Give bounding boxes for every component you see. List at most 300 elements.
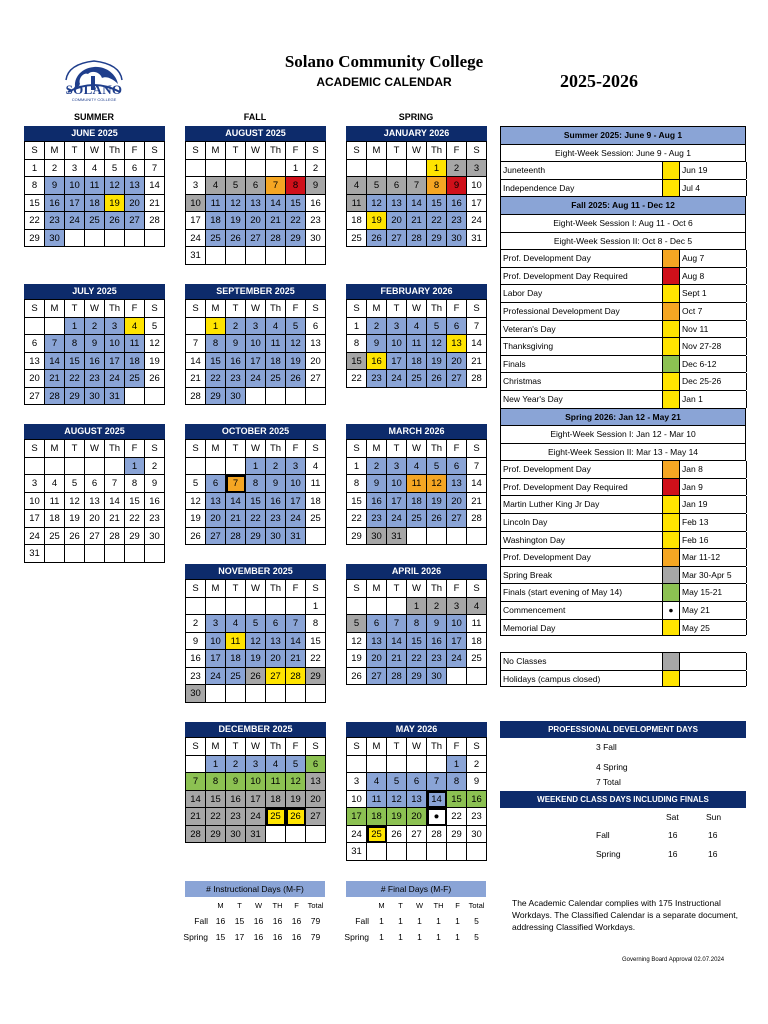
legend-swatch [663, 250, 680, 267]
day-cell [65, 230, 85, 248]
legend-swatch [663, 285, 680, 302]
day-cell: 10 [246, 335, 266, 353]
season-label-fall: FALL [243, 112, 267, 122]
legend-row [500, 513, 746, 531]
day-cell: 11 [347, 195, 367, 213]
day-cell: 14 [105, 493, 125, 511]
day-cell: 3 [105, 318, 125, 336]
instr-col: TH [272, 901, 283, 910]
legend-date: Mar 30-Apr 5 [680, 567, 747, 584]
legend-label: Martin Luther King Jr Day [501, 496, 663, 513]
day-cell: 2 [45, 160, 65, 178]
day-cell: 13 [447, 475, 467, 493]
finals-col: Total [468, 901, 485, 910]
day-cell: 9 [367, 475, 387, 493]
day-cell: 3 [467, 160, 487, 178]
day-cell: 13 [206, 493, 226, 511]
dow-header: Th [266, 440, 286, 458]
day-cell [286, 826, 306, 844]
day-cell [367, 756, 387, 774]
day-cell: 18 [407, 353, 427, 371]
dow-header: M [367, 440, 387, 458]
dow-header: M [206, 300, 226, 318]
dow-header: T [387, 580, 407, 598]
day-cell: 28 [427, 826, 447, 844]
day-cell [286, 388, 306, 406]
day-cell: 1 [65, 318, 85, 336]
day-cell [286, 598, 306, 616]
day-cell: 16 [226, 353, 246, 371]
day-cell: 22 [246, 510, 266, 528]
legend-label: Labor Day [501, 285, 663, 302]
day-cell: 24 [246, 808, 266, 826]
day-cell [387, 843, 407, 861]
dow-header: S [145, 440, 165, 458]
day-cell: 1 [246, 458, 266, 476]
day-cell: 30 [266, 528, 286, 546]
day-cell: 1 [447, 756, 467, 774]
day-cell [186, 318, 206, 336]
day-cell: 7 [145, 160, 165, 178]
day-cell: 25 [407, 510, 427, 528]
day-cell [206, 685, 226, 703]
day-cell: 18 [347, 212, 367, 230]
day-cell [266, 388, 286, 406]
day-cell: 30 [85, 388, 105, 406]
day-cell: 8 [246, 475, 266, 493]
day-cell: 6 [387, 177, 407, 195]
day-cell: 25 [266, 808, 286, 826]
day-cell: 13 [407, 791, 427, 809]
day-cell: 6 [206, 475, 226, 493]
day-cell: 1 [407, 598, 427, 616]
month-header: JANUARY 2026 [346, 126, 487, 141]
dow-header: Th [266, 738, 286, 756]
day-cell: 15 [347, 353, 367, 371]
dow-header: T [65, 142, 85, 160]
instr-value: 79 [310, 932, 321, 942]
day-cell: 2 [367, 458, 387, 476]
day-cell: 6 [447, 458, 467, 476]
day-cell: 11 [306, 475, 326, 493]
month-grid [185, 299, 326, 405]
day-cell: 17 [347, 808, 367, 826]
finals-col: F [455, 901, 460, 910]
day-cell: 15 [407, 633, 427, 651]
day-cell: 25 [226, 668, 246, 686]
month-jun25 [24, 126, 165, 247]
pd-total: 7 Total [596, 777, 621, 787]
legend-row [500, 583, 746, 601]
dow-header: S [306, 738, 326, 756]
day-cell: 30 [447, 230, 467, 248]
legend-date: Nov 27-28 [680, 338, 747, 355]
day-cell: 18 [266, 353, 286, 371]
day-cell [407, 843, 427, 861]
day-cell: 18 [367, 808, 387, 826]
day-cell [145, 545, 165, 563]
day-cell: 14 [286, 633, 306, 651]
day-cell: 2 [226, 756, 246, 774]
day-cell: 15 [206, 353, 226, 371]
finals-value: 1 [455, 916, 460, 926]
month-header: MARCH 2026 [346, 424, 487, 439]
dow-header: Th [105, 440, 125, 458]
day-cell: 27 [125, 212, 145, 230]
day-cell: 20 [447, 353, 467, 371]
final-days-table [346, 881, 486, 942]
month-grid [346, 439, 487, 545]
dow-header: F [286, 440, 306, 458]
day-cell: 12 [387, 791, 407, 809]
day-cell: 9 [45, 177, 65, 195]
instr-value: 15 [215, 932, 226, 942]
day-cell [226, 160, 246, 178]
day-cell: 13 [306, 335, 326, 353]
day-cell: 23 [266, 510, 286, 528]
day-cell: 30 [467, 826, 487, 844]
day-cell: 1 [347, 318, 367, 336]
day-cell: 1 [206, 756, 226, 774]
legend-row [500, 619, 746, 637]
dow-header: S [347, 580, 367, 598]
day-cell: 18 [226, 650, 246, 668]
spring-session: Eight-Week Session I: Jan 12 - Mar 10 [500, 425, 746, 443]
day-cell: 2 [447, 160, 467, 178]
finals-value: 1 [398, 932, 403, 942]
dow-header: T [226, 440, 246, 458]
day-cell: 14 [407, 195, 427, 213]
legend-row [500, 495, 746, 513]
day-cell: 9 [467, 773, 487, 791]
dow-header: S [306, 580, 326, 598]
day-cell [226, 598, 246, 616]
day-cell: 17 [105, 353, 125, 371]
fall-head: Fall 2025: Aug 11 - Dec 12 [500, 196, 746, 214]
day-cell: 27 [407, 826, 427, 844]
instr-value: 16 [291, 932, 302, 942]
summer-session: Eight-Week Session: June 9 - Aug 1 [500, 144, 746, 162]
legend-swatch [663, 303, 680, 320]
day-cell: 31 [347, 843, 367, 861]
instr-value: 16 [272, 916, 283, 926]
day-cell [186, 160, 206, 178]
day-cell: 1 [25, 160, 45, 178]
day-cell: 20 [306, 791, 326, 809]
dow-header: T [387, 142, 407, 160]
day-cell [266, 826, 286, 844]
day-cell: 7 [427, 773, 447, 791]
day-cell: 8 [306, 615, 326, 633]
legend-swatch [663, 268, 680, 285]
day-cell: 23 [186, 668, 206, 686]
day-cell: 31 [25, 545, 45, 563]
day-cell: 18 [125, 353, 145, 371]
day-cell: 26 [387, 826, 407, 844]
day-cell [246, 247, 266, 265]
legend-date: Jan 8 [680, 461, 747, 478]
day-cell [347, 160, 367, 178]
day-cell: 30 [306, 230, 326, 248]
legend-date: Jan 9 [680, 479, 747, 496]
day-cell: 22 [306, 650, 326, 668]
dow-header: W [407, 440, 427, 458]
weekend-title: WEEKEND CLASS DAYS INCLUDING FINALS [500, 791, 746, 808]
day-cell: 18 [206, 212, 226, 230]
dow-header: T [226, 300, 246, 318]
day-cell: 24 [286, 510, 306, 528]
day-cell: 25 [45, 528, 65, 546]
season-label-summer: SUMMER [74, 112, 114, 122]
day-cell: 5 [145, 318, 165, 336]
day-cell: 3 [387, 458, 407, 476]
dow-header: F [447, 738, 467, 756]
day-cell: 24 [387, 370, 407, 388]
day-cell: 24 [467, 212, 487, 230]
day-cell: 17 [387, 353, 407, 371]
instr-col: Total [307, 901, 324, 910]
dow-header: S [186, 440, 206, 458]
day-cell: 27 [85, 528, 105, 546]
day-cell: 27 [306, 370, 326, 388]
day-cell: 6 [246, 177, 266, 195]
day-cell: 17 [25, 510, 45, 528]
day-cell: 9 [447, 177, 467, 195]
day-cell [266, 247, 286, 265]
day-cell: 18 [407, 493, 427, 511]
day-cell: 1 [125, 458, 145, 476]
day-cell: 30 [226, 388, 246, 406]
day-cell: 24 [65, 212, 85, 230]
day-cell: 23 [367, 370, 387, 388]
day-cell [467, 843, 487, 861]
day-cell: 1 [206, 318, 226, 336]
month-jan26 [346, 126, 487, 247]
key-row [500, 652, 746, 670]
dow-header: W [407, 300, 427, 318]
day-cell: 14 [387, 633, 407, 651]
day-cell [306, 826, 326, 844]
finals-value: 1 [417, 916, 422, 926]
day-cell: 6 [407, 773, 427, 791]
day-cell [367, 160, 387, 178]
day-cell: 2 [145, 458, 165, 476]
month-grid [24, 299, 165, 405]
day-cell: 23 [45, 212, 65, 230]
day-cell [45, 318, 65, 336]
weekend-spring-sat: 16 [668, 849, 678, 859]
legend-row [500, 478, 746, 496]
day-cell: 15 [246, 493, 266, 511]
day-cell: 8 [407, 615, 427, 633]
legend-swatch [663, 321, 680, 338]
day-cell: 29 [25, 230, 45, 248]
day-cell [306, 528, 326, 546]
day-cell [246, 160, 266, 178]
dow-header: M [367, 142, 387, 160]
day-cell: 24 [347, 826, 367, 844]
day-cell: 15 [206, 791, 226, 809]
day-cell: 11 [407, 475, 427, 493]
dow-header: T [65, 440, 85, 458]
day-cell: 8 [286, 177, 306, 195]
finals-value: 5 [474, 932, 479, 942]
legend-swatch [663, 162, 680, 179]
day-cell: 8 [125, 475, 145, 493]
weekend-col-sat: Sat [666, 812, 679, 822]
legend-swatch [663, 356, 680, 373]
finals-value: 1 [417, 932, 422, 942]
day-cell [145, 388, 165, 406]
day-cell: 28 [186, 826, 206, 844]
legend-swatch [663, 532, 680, 549]
day-cell [206, 160, 226, 178]
day-cell: 12 [367, 195, 387, 213]
day-cell: 21 [226, 510, 246, 528]
day-cell: 29 [407, 668, 427, 686]
dow-header: Th [105, 300, 125, 318]
day-cell: 14 [145, 177, 165, 195]
day-cell: 19 [226, 212, 246, 230]
day-cell: 6 [125, 160, 145, 178]
day-cell: 28 [467, 370, 487, 388]
day-cell: 24 [387, 510, 407, 528]
dow-header: S [467, 142, 487, 160]
spring-head: Spring 2026: Jan 12 - May 21 [500, 408, 746, 426]
day-cell: 9 [145, 475, 165, 493]
day-cell: 15 [427, 195, 447, 213]
finals-value: 1 [379, 916, 384, 926]
finals-value: 1 [379, 932, 384, 942]
day-cell: 27 [25, 388, 45, 406]
dow-header: S [306, 440, 326, 458]
instr-col: W [254, 901, 263, 910]
day-cell: 13 [306, 773, 326, 791]
day-cell: 3 [246, 318, 266, 336]
day-cell: 22 [427, 212, 447, 230]
day-cell: 5 [186, 475, 206, 493]
day-cell: 16 [367, 493, 387, 511]
dow-header: S [186, 738, 206, 756]
finals-value: 1 [436, 932, 441, 942]
day-cell: 13 [85, 493, 105, 511]
dow-header: Th [266, 580, 286, 598]
instr-value: 16 [272, 932, 283, 942]
legend-date: Mar 11-12 [680, 549, 747, 566]
day-cell: 15 [25, 195, 45, 213]
day-cell [85, 458, 105, 476]
day-cell: 5 [105, 160, 125, 178]
month-may26 [346, 722, 487, 861]
month-header: JULY 2025 [24, 284, 165, 299]
calendar-note: The Academic Calendar complies with 175 Instructional Workdays. The Classified Calendar is a separate document, addressing Classified Workdays. [512, 898, 738, 932]
legend-label: Prof. Development Day Required [501, 479, 663, 496]
month-header: AUGUST 2025 [185, 126, 326, 141]
day-cell: 10 [246, 773, 266, 791]
day-cell: 14 [186, 353, 206, 371]
day-cell [105, 545, 125, 563]
day-cell: 3 [206, 615, 226, 633]
dow-header: W [246, 142, 266, 160]
day-cell: 20 [206, 510, 226, 528]
day-cell: 16 [367, 353, 387, 371]
day-cell: 13 [266, 633, 286, 651]
month-header: OCTOBER 2025 [185, 424, 326, 439]
day-cell [45, 458, 65, 476]
weekend-fall-sun: 16 [708, 830, 718, 840]
day-cell [387, 598, 407, 616]
day-cell: 26 [286, 370, 306, 388]
day-cell: 29 [286, 230, 306, 248]
dow-header: S [467, 738, 487, 756]
day-cell: 20 [447, 493, 467, 511]
day-cell: 28 [105, 528, 125, 546]
day-cell [206, 247, 226, 265]
day-cell: 14 [45, 353, 65, 371]
dow-header: M [206, 440, 226, 458]
day-cell: 10 [186, 195, 206, 213]
legend-swatch [663, 180, 680, 197]
day-cell [306, 388, 326, 406]
legend-date: Aug 8 [680, 268, 747, 285]
day-cell: 19 [427, 493, 447, 511]
day-cell: 21 [387, 650, 407, 668]
day-cell: 19 [387, 808, 407, 826]
month-grid [185, 579, 326, 703]
day-cell: 24 [206, 668, 226, 686]
legend-swatch [663, 584, 680, 601]
day-cell: 2 [85, 318, 105, 336]
day-cell: 12 [427, 335, 447, 353]
day-cell: 1 [286, 160, 306, 178]
day-cell: 7 [407, 177, 427, 195]
legend-date: Jan 1 [680, 391, 747, 408]
dow-header: W [246, 580, 266, 598]
day-cell: 2 [467, 756, 487, 774]
day-cell: 28 [286, 668, 306, 686]
dow-header: W [246, 440, 266, 458]
legend-label: Prof. Development Day Required [501, 268, 663, 285]
dow-header: S [467, 580, 487, 598]
month-grid [346, 141, 487, 247]
day-cell: 21 [467, 353, 487, 371]
day-cell: 18 [45, 510, 65, 528]
day-cell: 26 [186, 528, 206, 546]
day-cell: 25 [407, 370, 427, 388]
day-cell [105, 230, 125, 248]
day-cell [145, 230, 165, 248]
legend-row [500, 372, 746, 390]
day-cell: 7 [226, 475, 246, 493]
key-empty [680, 671, 747, 687]
day-cell: 4 [347, 177, 367, 195]
day-cell [25, 458, 45, 476]
day-cell: 25 [206, 230, 226, 248]
day-cell [246, 598, 266, 616]
day-cell: 21 [145, 195, 165, 213]
dow-header: S [347, 440, 367, 458]
month-grid [24, 141, 165, 247]
day-cell: 25 [266, 370, 286, 388]
day-cell: 13 [125, 177, 145, 195]
day-cell: 10 [65, 177, 85, 195]
day-cell: 5 [367, 177, 387, 195]
day-cell: 25 [125, 370, 145, 388]
month-feb26 [346, 284, 487, 388]
legend-date: Nov 11 [680, 321, 747, 338]
day-cell: 17 [387, 493, 407, 511]
day-cell: 8 [206, 335, 226, 353]
